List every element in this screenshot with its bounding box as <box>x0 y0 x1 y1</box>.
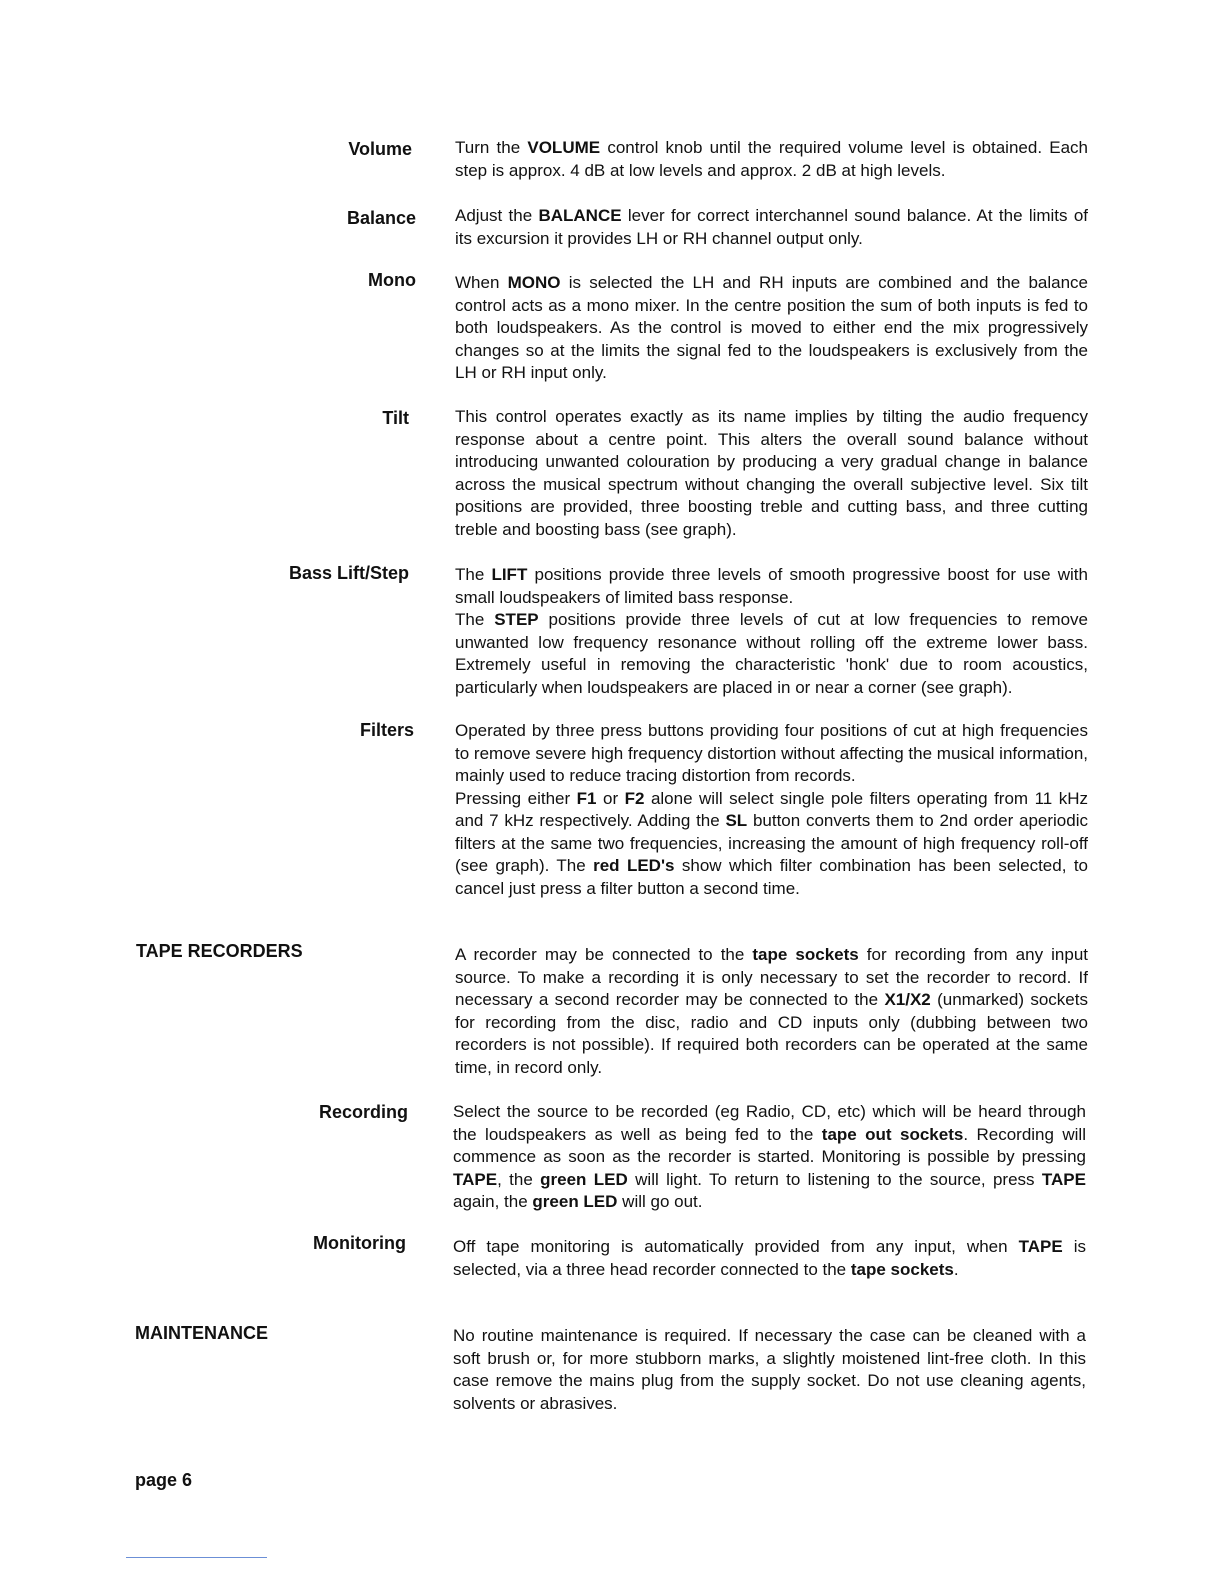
volume-label: Volume <box>348 139 412 159</box>
tape-recorders-heading: TAPE RECORDERS <box>136 941 303 961</box>
balance-label: Balance <box>346 208 416 228</box>
maintenance-heading: MAINTENANCE <box>135 1323 268 1343</box>
mono-label: Mono <box>368 270 416 290</box>
filters-label: Filters <box>359 720 414 740</box>
tape-recorders-text: A recorder may be connected to the tape sockets for recording from any input source. To make a recording it is only necessary to set the recorder to record. If necessary a second recorder may be connected to the X1/X2 (unmarked) sockets for recording from the disc, radio and CD inputs only (dubbing between two recorders is not possible). If required both recorders can be operated at the same time, in record only. <box>455 945 1088 1077</box>
monitoring-text: Off tape monitoring is automatically provided from any input, when TAPE is selected, via a three head recorder connected to the tape sockets. <box>453 1237 1087 1279</box>
volume-text: Turn the VOLUME control knob until the required volume level is obtained. Each step is approx. 4 dB at low levels and approx. 2 dB at high levels. <box>455 138 1088 180</box>
page-number: page 6 <box>135 1470 193 1490</box>
filters-text: Operated by three press buttons providing four positions of cut at high frequencies to remove severe high frequency distortion without affecting the musical information, mainly used to reduce tracing distortion from records. Pressing either F1 or F2 alone will select single pole filters operating from 11 kHz and 7 kHz respectively. Adding the SL button converts them to 2nd order aperiodic filters at the same two frequencies, increasing the amount of high frequency roll-off (see graph). The red LED's show which filter combination has been selected, to cancel just press a filter button a second time. <box>455 721 1088 898</box>
recording-text: Select the source to be recorded (eg Radio, CD, etc) which will be heard through the loudspeakers as well as being fed to the tape out sockets. Recording will commence as soon as the recorder is started. Monitoring is possible by pressing TAPE, the green LED will light. To return to listening to the source, press TAPE again, the green LED will go out. <box>453 1102 1086 1211</box>
recording-label: Recording <box>318 1102 408 1122</box>
mono-text: When MONO is selected the LH and RH inputs are combined and the balance control acts as a mono mixer. In the centre position the sum of both inputs is fed to both loudspeakers. As the control is moved to either end the mix progressively changes so at the limits the signal fed to the loudspeakers is exclusively from the LH or RH input only. <box>455 273 1089 382</box>
maintenance-text: No routine maintenance is required. If necessary the case can be cleaned with a soft brush or, for more stubborn marks, a slightly moistened lint-free cloth. In this case remove the mains plug from the supply socket. Do not use cleaning agents, solvents or abrasives. <box>453 1326 1086 1413</box>
bass-lift-step-text: The LIFT positions provide three levels of smooth progressive boost for use with small loudspeakers of limited bass response. The STEP positions provide three levels of cut at low frequencies to remove unwanted low frequency resonance without rolling off the extreme lower bass. Extremely useful in removing the characteristic 'honk' due to room acoustics, particularly when loudspeakers are placed in or near a corner (see graph). <box>455 565 1088 697</box>
bass-lift-step-label: Bass Lift/Step <box>288 563 409 583</box>
tilt-label: Tilt <box>382 408 409 428</box>
monitoring-label: Monitoring <box>313 1233 406 1253</box>
footer-rule <box>126 1557 267 1558</box>
tilt-text: This control operates exactly as its name implies by tilting the audio frequency response about a centre point. This alters the overall sound balance without introducing unwanted colouration by producing a very gradual change in balance across the musical spectrum without changing the overall subjective level. Six tilt positions are provided, three boosting treble and cutting bass, and three cutting treble and boosting bass (see graph). <box>455 407 1088 539</box>
balance-text: Adjust the BALANCE lever for correct interchannel sound balance. At the limits of its excursion it provides LH or RH channel output only. <box>455 206 1089 248</box>
